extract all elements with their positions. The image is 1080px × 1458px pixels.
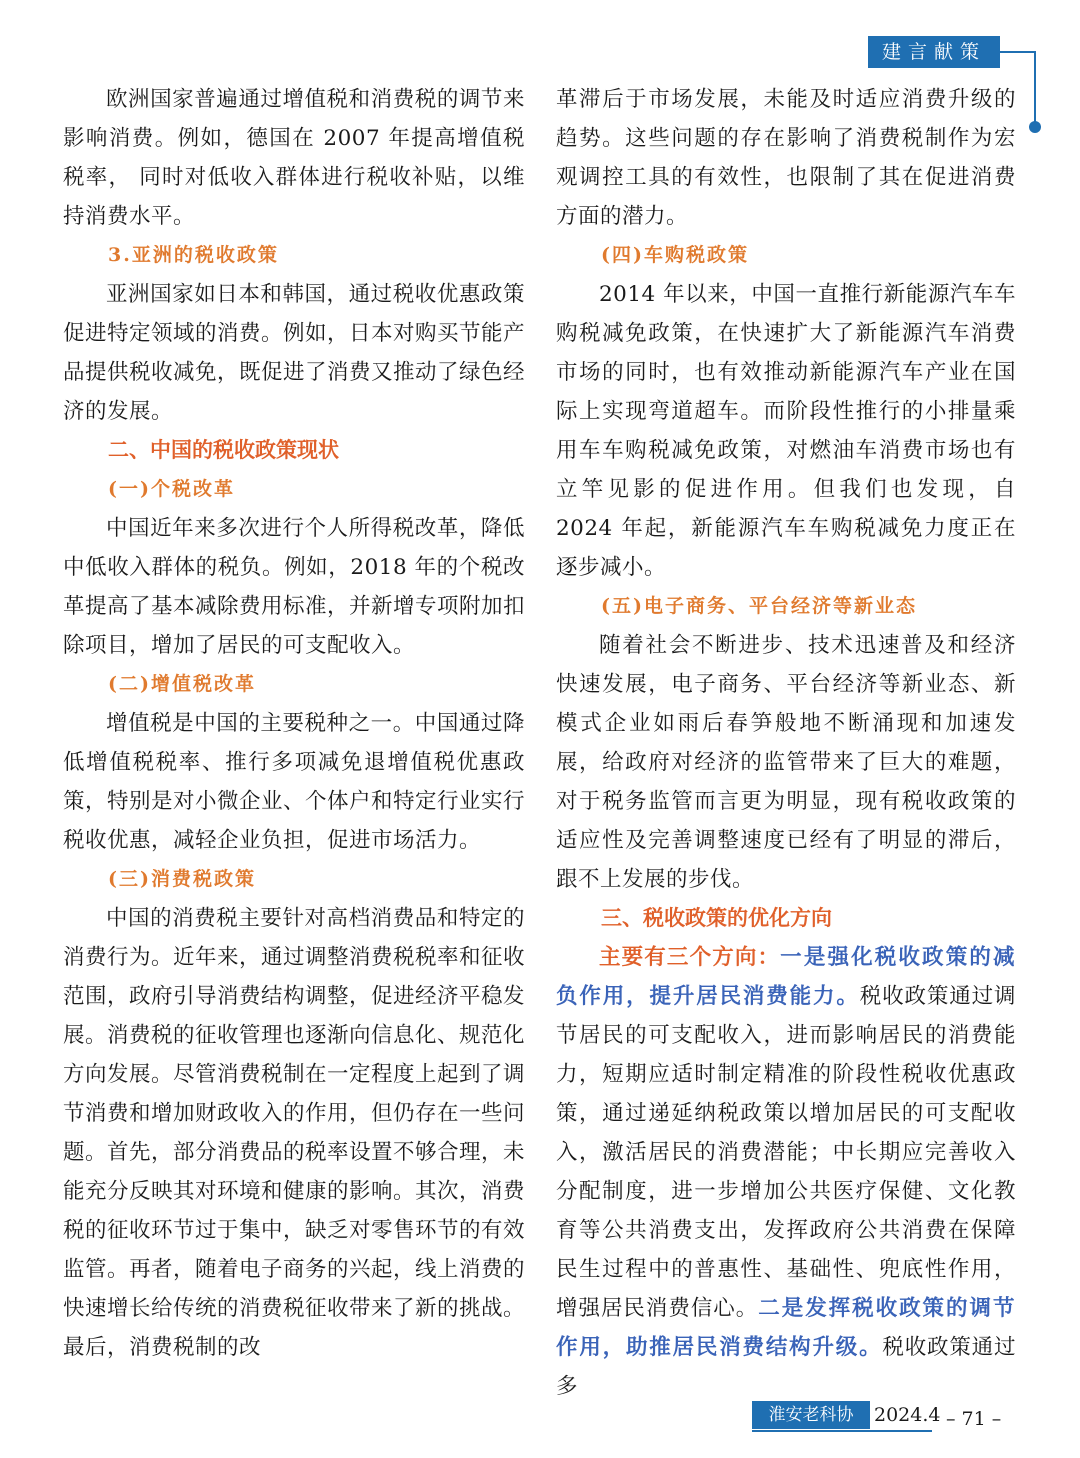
subheading-income-tax: (一)个税改革 xyxy=(108,478,235,500)
tag-connector-line xyxy=(1000,51,1036,53)
highlight-direction-two: 二是发挥税收政策的调节作用，助推居民消费结构升级。 xyxy=(556,1296,1016,1360)
paragraph-consumption-tax: 中国的消费税主要针对高档消费品和特定的消费行为。近年来，通过调整消费税税率和征收范围，政府引导消费结构调整，促进经济平稳发展。消费税的征收管理也逐渐向信息化、规范化方向发展。尽管消费税制在一定程度上起到了调节消费和增加财政收入的作用，但仍存在一些问题。首先，部分消费品的税率设置不够合理，未能充分反映其对环境和健康的影响。其次，消费税的征收环节过于集中，缺乏对零售环节的有效监管。再者，随着电子商务的兴起，线上消费的快速增长给传统的消费税征收带来了新的挑战。最后，消费税制的改 xyxy=(63,906,526,1360)
paragraph-directions xyxy=(556,938,1016,1406)
section-heading-optimization: 三、税收政策的优化方向 xyxy=(601,906,832,930)
paragraph-income-tax: 中国近年来多次进行个人所得税改革，降低中低收入群体的税负。例如，2018 年的个税改革提高了基本减除费用标准，并新增专项附加扣除项目，增加了居民的可支配收入。 xyxy=(63,516,526,658)
footer-underline xyxy=(752,1430,932,1432)
highlight-direction-one: 一是强化税收政策的减负作用，提升居民消费能力。 xyxy=(556,945,1016,1009)
lead-phrase: 主要有三个方向： xyxy=(599,945,781,970)
page-number: – 71 – xyxy=(946,1408,1002,1430)
right-column xyxy=(556,80,1016,1406)
section-heading-china: 二、中国的税收政策现状 xyxy=(108,438,339,462)
paragraph-direction-one-body: 税收政策通过调节居民的可支配收入，进而影响居民的消费能力，短期应适时制定精准的阶段性税收优惠政策，通过递延纳税政策以增加居民的可支配收入，激活居民的消费潜能；中长期应完善收入分配制度，进一步增加公共医疗保健、文化教育等公共消费支出，发挥政府公共消费在保障民生过程中的普惠性、基础性、兜底性作用，增强居民消费信心。 xyxy=(556,984,1016,1321)
left-column xyxy=(63,80,525,1367)
paragraph-direction-two-body: 税收政策通过多 xyxy=(556,1335,1016,1399)
subheading-consumption-tax: (三)消费税政策 xyxy=(108,868,256,890)
section-tag: 建言献策 xyxy=(868,36,1000,68)
tag-dot-marker xyxy=(1029,121,1041,133)
issue-number: 2024.4 xyxy=(874,1404,941,1426)
subheading-vehicle-tax: (四)车购税政策 xyxy=(601,244,749,266)
tag-vertical-line xyxy=(1034,51,1036,125)
paragraph-ecommerce: 随着社会不断进步、技术迅速普及和经济快速发展，电子商务、平台经济等新业态、新模式企业如雨后春笋般地不断涌现和加速发展，给政府对经济的监管带来了巨大的难题，对于税务监管而言更为明显，现有税收政策的适应性及完善调整速度已经有了明显的滞后，跟不上发展的步伐。 xyxy=(556,633,1016,892)
paragraph-asia: 亚洲国家如日本和韩国，通过税收优惠政策促进特定领域的消费。例如，日本对购买节能产品提供税收减免，既促进了消费又推动了绿色经济的发展。 xyxy=(63,282,526,424)
paragraph-vat: 增值税是中国的主要税种之一。中国通过降低增值税税率、推行多项减免退增值税优惠政策，特别是对小微企业、个体户和特定行业实行税收优惠，减轻企业负担，促进市场活力。 xyxy=(63,711,526,853)
journal-name: 淮安老科协 xyxy=(752,1401,870,1429)
paragraph-continuation: 革滞后于市场发展，未能及时适应消费升级的趋势。这些问题的存在影响了消费税制作为宏观调控工具的有效性，也限制了其在促进消费方面的潜力。 xyxy=(556,87,1016,229)
subheading-vat: (二)增值税改革 xyxy=(108,673,256,695)
subheading-ecommerce: (五)电子商务、平台经济等新业态 xyxy=(601,595,917,617)
paragraph-vehicle-tax: 2014 年以来，中国一直推行新能源汽车车购税减免政策，在快速扩大了新能源汽车消费市场的同时，也有效推动新能源汽车产业在国际上实现弯道超车。而阶段性推行的小排量乘用车车购税减免政策，对燃油车消费市场也有立竿见影的促进作用。但我们也发现，自 2024 年起，新能源汽车车购税减免力度正在逐步减小。 xyxy=(556,282,1016,580)
subheading-asia: 3.亚洲的税收政策 xyxy=(108,244,279,266)
paragraph-europe: 欧洲国家普遍通过增值税和消费税的调节来影响消费。例如，德国在 2007 年提高增值税税率， 同时对低收入群体进行税收补贴，以维持消费水平。 xyxy=(63,87,525,229)
